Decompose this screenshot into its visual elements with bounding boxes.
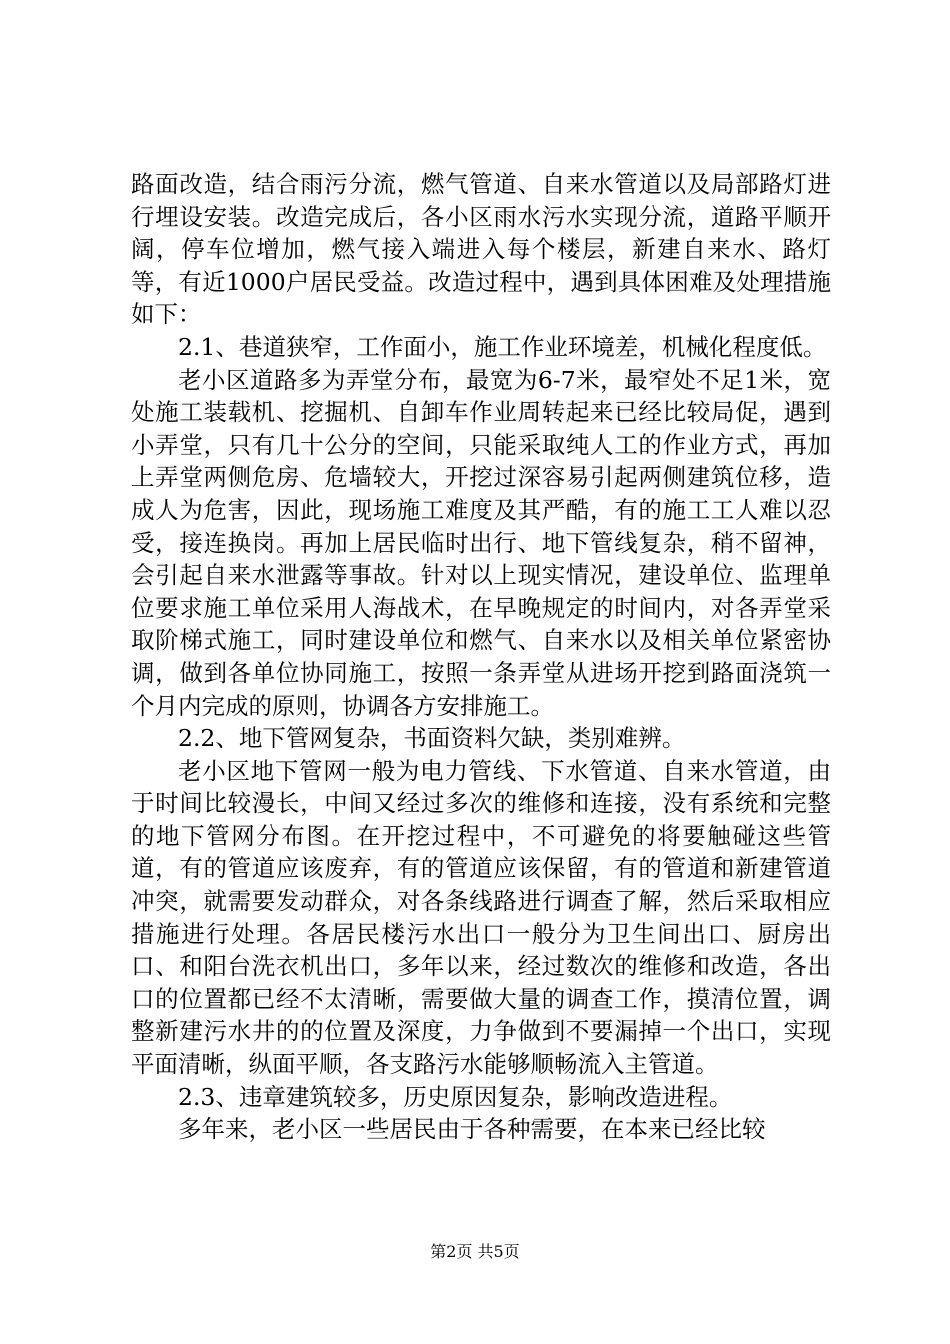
heading-2-2: 2.2、地下管网复杂，书面资料欠缺，类别难辨。 <box>178 724 686 753</box>
heading-2-3: 2.3、违章建筑较多，历史原因复杂，影响改造进程。 <box>178 1082 733 1111</box>
paragraph-2-1: 老小区道路多为弄堂分布，最宽为6-7米，最窄处不足1米，宽处施工装载机、挖掘机、自卸车作业周转起来已经比较局促，遇到小弄堂，只有几十公分的空间，只能采取纯人工的作业方式，再加上弄堂两侧危房、危墙较大，开挖过深容易引起两侧建筑位移，造成人为危害，因此，现场施工难度及其严酷，有的施工工人难以忍受，接连换岗。再加上居民临时出行、地下管线复杂，稍不留神，会引起自来水泄露等事故。针对以上现实情况，建设单位、监理单位要求施工单位采用人海战术，在早晚规定的时间内，对各弄堂采取阶梯式施工，同时建设单位和燃气、自来水以及相关单位紧密协调，做到各单位协同施工，按照一条弄堂从进场开挖到路面浇筑一个月内完成的原则，协调各方安排施工。 <box>131 365 831 720</box>
paragraph-2-3: 多年来，老小区一些居民由于各种需要，在本来已经比较 <box>178 1115 766 1144</box>
page-number-footer: 第2页 共5页 <box>430 1242 520 1261</box>
paragraph-2-2: 老小区地下管网一般为电力管线、下水管道、自来水管道，由于时间比较漫长，中间又经过多次的维修和连接，没有系统和完整的地下管网分布图。在开挖过程中，不可避免的将要触碰这些管道，有的管道应该废弃，有的管道应该保留，有的管道和新建管道冲突，就需要发动群众，对各条线路进行调查了解，然后采取相应措施进行处理。各居民楼污水出口一般分为卫生间出口、厨房出口、和阳台洗衣机出口，多年以来，经过数次的维修和改造，各出口的位置都已经不太清晰，需要做大量的调查工作，摸清位置，调整新建污水井的的位置及深度，力争做到不要漏掉一个出口，实现平面清晰，纵面平顺，各支路污水能够顺畅流入主管道。 <box>131 756 831 1079</box>
heading-2-1: 2.1、巷道狭窄，工作面小，施工作业环境差，机械化程度低。 <box>178 332 827 361</box>
paragraph-1: 路面改造，结合雨污分流，燃气管道、自来水管道以及局部路灯进行埋设安装。改造完成后，各小区雨水污水实现分流，道路平顺开阔，停车位增加，燃气接入端进入每个楼层，新建自来水、路灯等，有近1000户居民受益。改造过程中，遇到具体困难及处理措施如下： <box>131 170 831 329</box>
document-body <box>131 168 831 1146</box>
